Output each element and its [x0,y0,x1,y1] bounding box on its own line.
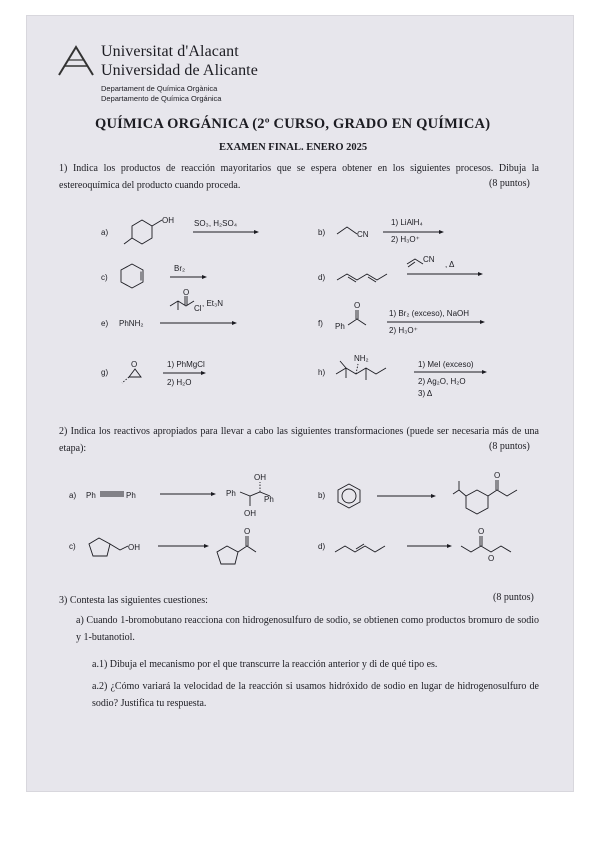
q1d-cond: , Δ [445,260,455,269]
q1e-o: O [183,288,190,297]
q1d-scheme [335,250,495,290]
q1b-reagent1: 1) LiAlH₄ [391,218,423,227]
q1f-reagent2: 2) H₃O⁺ [389,326,418,335]
q1d-cn: CN [423,255,435,264]
q2a-p-oh1: OH [254,473,266,482]
q1g-label: g) [101,368,109,377]
q2a-p-ph2: Ph [264,495,274,504]
q1g-reagent2: 2) H₂O [167,378,192,387]
q2a-p-oh2: OH [244,509,256,518]
q1f-o: O [354,301,361,310]
q2b-label: b) [318,491,326,500]
q1f-label: f) [318,319,323,328]
q1e-base: , Et₃N [202,299,224,308]
q1a-scheme [118,212,268,252]
q2a-label: a) [69,491,77,500]
q1a-label: a) [101,228,109,237]
q1h-nh2: NH₂ [354,354,369,363]
q1f-ph: Ph [335,322,345,331]
q1a-oh: OH [162,216,174,225]
q2c-oh: OH [128,543,140,552]
q2a-ph1: Ph [86,491,96,500]
q3-statement: 3) Contesta las siguientes cuestiones: [59,595,208,606]
q1b-cn: CN [357,230,369,239]
q1c-reagent: Br₂ [174,264,186,273]
exam-title: QUÍMICA ORGÁNICA (2º CURSO, GRADO EN QUÍMICA) [95,116,491,132]
q1a-reagent: SO₃, H₂SO₄ [194,219,237,228]
q2d-label: d) [318,542,326,551]
q1d-label: d) [318,273,326,282]
q1g-scheme [115,355,225,395]
q1-points: (8 puntos) [489,178,530,189]
department-es: Departamento de Química Orgánica [101,94,222,103]
university-name-ca: Universitat d'Alacant [101,43,239,60]
q1g-reagent1: 1) PhMgCl [167,360,205,369]
q2b-o: O [494,471,501,480]
q1-statement: 1) Indica los productos de reacción mayoritarios que se espera obtener en los siguientes procesos. Dibuja la estereoquímica del producto cuando proceda. [59,163,539,191]
q1f-reagent1: 1) Br₂ (exceso), NaOH [389,309,470,318]
university-name-es: Universidad de Alicante [101,62,258,79]
exam-subtitle: EXAMEN FINAL. ENERO 2025 [219,142,368,153]
q1f-scheme [335,300,495,345]
q3-points: (8 puntos) [493,592,534,603]
q1h-reagent2: 2) Ag₂O, H₂O [418,377,466,386]
q1b-reagent2: 2) H₃O⁺ [391,235,420,244]
q1e-substrate: PhNH₂ [119,319,144,328]
q1g-o: O [131,360,138,369]
q2c-o: O [244,527,251,536]
university-logo-icon [58,44,94,76]
q2a-ph2: Ph [126,491,136,500]
q1b-label: b) [318,228,326,237]
q1h-reagent3: 3) Δ [418,389,433,398]
q2d-o1: O [478,527,485,536]
q2a-scheme [86,470,286,520]
q2a-p-ph1: Ph [226,489,236,498]
q1h-reagent1: 1) MeI (exceso) [418,360,474,369]
q2-points: (8 puntos) [489,441,530,452]
q2c-label: c) [69,542,76,551]
q3a1-text: a.1) Dibuja el mecanismo por el que transcurre la reacción anterior y di de qué tipo es. [92,659,438,670]
q1h-label: h) [318,368,326,377]
q2c-scheme [86,526,286,571]
q3a2-text: a.2) ¿Cómo variará la velocidad de la reacción si usamos hidróxido de sodio en lugar de hidrogenosulfuro de sodio? Justifica tu respuesta. [92,681,539,709]
q1c-label: c) [101,273,108,282]
q1b-scheme [335,212,455,252]
q2b-scheme [335,468,535,523]
department-ca: Departament de Química Orgànica [101,84,218,93]
q1e-label: e) [101,319,109,328]
q1e-scheme [150,288,250,333]
q2d-o2: O [488,554,495,563]
q3a-text: a) Cuando 1-bromobutano reacciona con hidrogenosulfuro de sodio, se obtienen como productos bromuro de sodio y 1-butanotiol. [76,615,539,643]
q1h-scheme [332,352,492,402]
q2-statement: 2) Indica los reactivos apropiados para llevar a cabo las siguientes transformaciones (puede ser necesaria más de una etapa): [59,426,539,454]
q2d-scheme [335,526,535,571]
q1e-cl: Cl [194,304,202,313]
